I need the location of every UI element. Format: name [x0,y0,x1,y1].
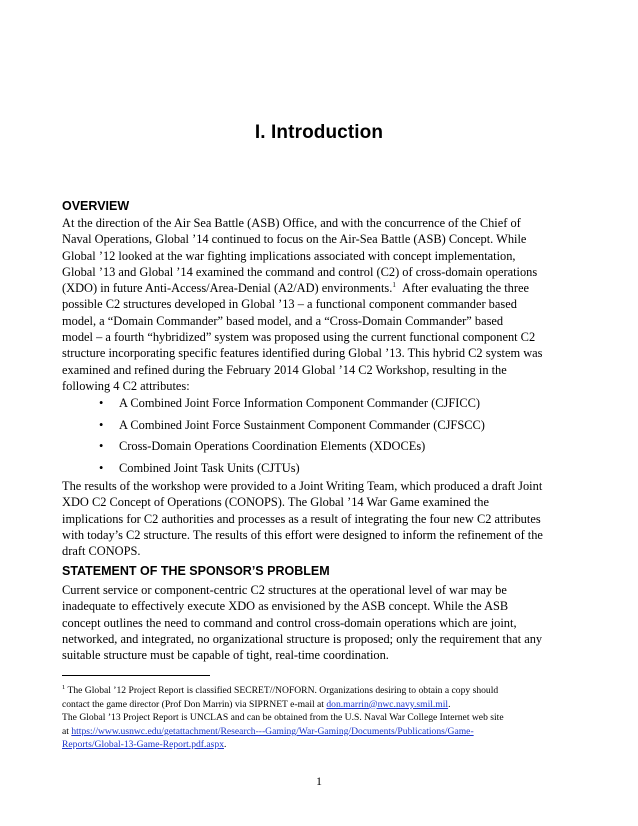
footnote-text: . [224,739,227,751]
footnote-line [62,738,576,752]
text-line: Naval Operations, Global ’14 continued to focus on the Air-Sea Battle (ASB) Concept. While [62,232,527,247]
text-line: Global ’13 and Global ’14 examined the command and control (C2) of cross-domain operations [62,264,538,279]
text-line: following 4 C2 attributes: [62,378,190,393]
footnote-reference[interactable]: 1 [392,281,396,290]
overview-paragraph-2 [62,478,576,559]
list-item [62,438,576,460]
footnote-text: The Global ’12 Project Report is classified SECRET//NOFORN. Organizations desiring to obtain a copy should [67,685,499,696]
text-line-part: After evaluating the three [402,281,529,296]
text-line: Current service or component-centric C2 structures at the operational level of war may be [62,583,507,597]
text-line: structure incorporating specific features identified during Global ’13. This hybrid C2 system was [62,346,543,361]
list-item-text: Combined Joint Task Units (CJTUs) [119,461,300,476]
page-number: 1 [316,774,322,788]
footnote-text: contact the game director (Prof Don Marrin) via SIPRNET e-mail at [62,698,327,710]
bullet-icon: • [99,461,104,476]
report-url-link-continued[interactable]: Reports/Global-13-Game-Report.pdf.aspx [62,739,224,751]
footnote-line: The Global ’13 Project Report is UNCLAS and can be obtained from the U.S. Naval War College Internet web site [62,712,504,724]
text-line: draft CONOPS. [62,544,141,559]
report-url-link[interactable]: https://www.usnwc.edu/getattachment/Research---Gaming/War-Gaming/Documents/Publications/Game- [71,725,474,737]
list-item-text: A Combined Joint Force Information Component Commander (CJFICC) [119,396,481,410]
email-link[interactable]: don.marrin@nwc.navy.smil.mil [326,698,449,710]
c2-attributes-list [62,395,576,482]
text-line: examined and refined during the February 2014 Global ’14 C2 Workshop, resulting in the [62,362,507,377]
text-line: implications for C2 authorities and processes as a result of integrating the four new C2 attributes [62,511,541,526]
text-line: networked, and integrated, no organizational structure is proposed; only the requirement that any [62,631,543,646]
text-line: with today’s C2 structure. The results of this effort were designed to inform the refinement of the [62,527,543,542]
footnote-line [62,698,576,712]
footnote-text: at [62,725,72,737]
text-line: concept outlines the need to command and control cross-domain operations which are joint, [62,615,517,630]
footnote-line [62,684,576,698]
bullet-icon: • [99,417,104,432]
text-line: possible C2 structures developed in Global ’13 – a functional component commander based [62,297,517,312]
footnote-divider [62,675,210,676]
text-line: inadequate to effectively execute XDO as envisioned by the ASB concept. While the ASB [62,599,509,614]
section-title: I. Introduction [254,122,384,143]
list-item-text: Cross-Domain Operations Coordination Elements (XDOCEs) [119,439,426,454]
text-line-part: (XDO) in future Anti-Access/Area-Denial (A2/AD) environments. [62,281,393,296]
text-line: XDO C2 Concept of Operations (CONOPS). The Global ’14 War Game examined the [62,495,489,510]
text-line: suitable structure must be capable of tight, real-time coordination. [62,648,389,663]
bullet-icon: • [99,439,104,454]
overview-heading: OVERVIEW [62,199,130,213]
text-line: At the direction of the Air Sea Battle (ASB) Office, and with the concurrence of the Chief of [62,216,521,230]
footnote-line [62,725,576,739]
list-item [62,417,576,439]
problem-heading: STATEMENT OF THE SPONSOR’S PROBLEM [62,564,330,578]
list-item [62,395,576,417]
text-line: model, a “Domain Commander” based model, and a “Cross-Domain Commander” based [62,313,504,328]
footnote [62,684,576,752]
text-line [62,280,576,296]
text-line: model – a fourth “hybridized” system was proposed using the current functional component C2 [62,330,536,345]
bullet-icon: • [99,396,104,410]
list-item-text: A Combined Joint Force Sustainment Component Commander (CJFSCC) [119,417,485,432]
footnote-text: . [448,698,451,710]
text-line: The results of the workshop were provided to a Joint Writing Team, which produced a draft Joint [62,479,543,493]
overview-paragraph-1 [62,215,576,394]
problem-paragraph [62,582,576,663]
text-line: Global ’12 looked at the war fighting implications associated with concept implementation, [62,248,516,263]
footnote-number: 1 [62,683,66,691]
